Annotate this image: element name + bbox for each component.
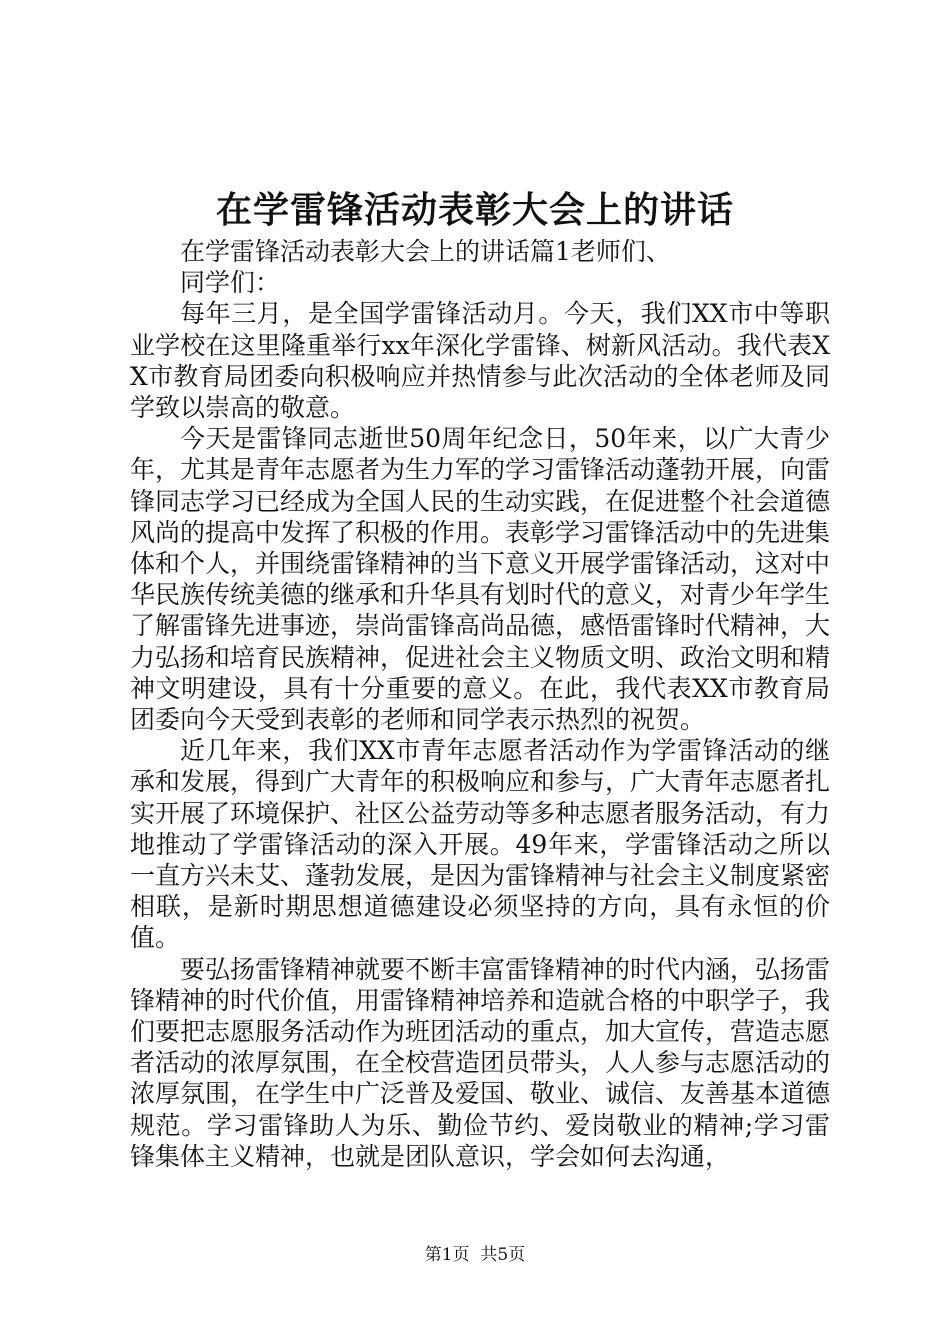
paragraph-heading-line: 在学雷锋活动表彰大会上的讲话篇1老师们、	[180, 237, 671, 266]
page-number: 第1页	[424, 1245, 470, 1265]
paragraph: 今天是雷锋同志逝世50周年纪念日，50年来，以广大青少年，尤其是青年志愿者为生力军的学习雷锋活动蓬勃开展，向雷锋同志学习已经成为全国人民的生动实践，在促进整个社会道德风尚的提高中发挥了积极的作用。表彰学习雷锋活动中的先进集体和个人，并围绕雷锋精神的当下意义开展学雷锋活动，这对中华民族传统美德的继承和升华具有划时代的意义，对青少年学生了解雷锋先进事迹，崇尚雷锋高尚品德，感悟雷锋时代精神，大力弘扬和培育民族精神，促进社会主义物质文明、政治文明和精神文明建设，具有十分重要的意义。在此，我代表XX市教育局团委向今天受到表彰的老师和同学表示热烈的祝贺。	[130, 424, 831, 735]
paragraph: 要弘扬雷锋精神就要不断丰富雷锋精神的时代内涵，弘扬雷锋精神的时代价值，用雷锋精神培养和造就合格的中职学子，我们要把志愿服务活动作为班团活动的重点，加大宣传，营造志愿者活动的浓厚氛围，在全校营造团员带头，人人参与志愿活动的浓厚氛围，在学生中广泛普及爱国、敬业、诚信、友善基本道德规范。学习雷锋助人为乐、勤俭节约、爱岗敬业的精神;学习雷锋集体主义精神，也就是团队意识，学会如何去沟通，	[130, 954, 831, 1171]
paragraph: 每年三月，是全国学雷锋活动月。今天，我们XX市中等职业学校在这里隆重举行xx年深化学雷锋、树新风活动。我代表XX市教育局团委向积极响应并热情参与此次活动的全体老师及同学致以崇高的敬意。	[130, 299, 830, 423]
document-title: 在学雷锋活动表彰大会上的讲话	[215, 189, 734, 231]
paragraph-salutation: 同学们：	[180, 268, 281, 298]
paragraph: 近几年来，我们XX市青年志愿者活动作为学雷锋活动的继承和发展，得到广大青年的积极响应和参与，广大青年志愿者扎实开展了环境保护、社区公益劳动等多种志愿者服务活动，有力地推动了学雷锋活动的深入开展。49年来，学雷锋活动之所以一直方兴未艾、蓬勃发展，是因为雷锋精神与社会主义制度紧密相联，是新时期思想道德建设必须坚持的方向，具有永恒的价值。	[130, 736, 831, 953]
document-body	[130, 236, 830, 1172]
page-footer	[0, 1244, 950, 1266]
page-total: 共5页	[480, 1245, 526, 1265]
